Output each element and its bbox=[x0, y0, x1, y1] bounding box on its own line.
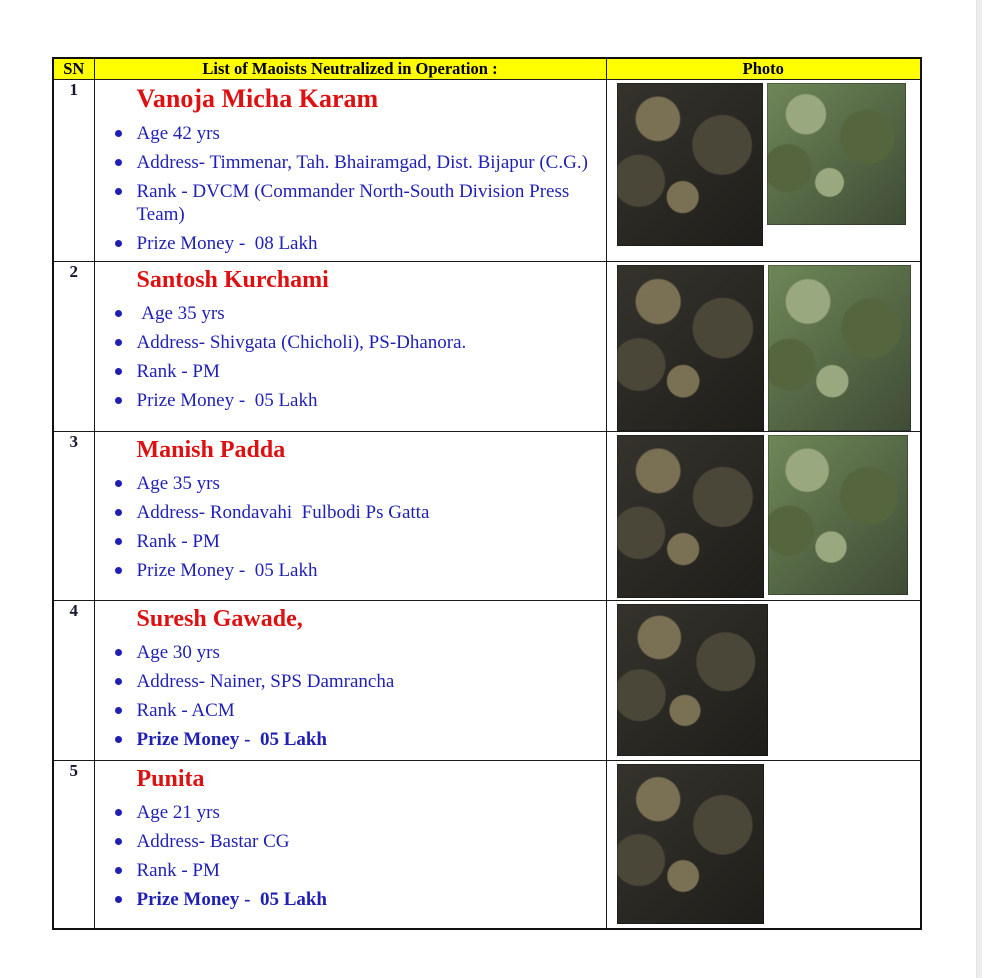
detail-item: Prize Money - 05 Lakh bbox=[95, 728, 606, 751]
detail-list bbox=[95, 302, 606, 412]
person-name: Santosh Kurchami bbox=[136, 267, 329, 293]
detail-item: Age 21 yrs bbox=[95, 801, 606, 824]
portrait-photo-placeholder bbox=[768, 435, 908, 595]
header-row bbox=[53, 58, 921, 80]
photo-strip bbox=[607, 761, 921, 924]
person-name: Suresh Gawade, bbox=[136, 606, 303, 632]
detail-item: Prize Money - 05 Lakh bbox=[95, 389, 606, 412]
row-sn-number: 5 bbox=[53, 761, 94, 929]
neutralized-list-table bbox=[52, 57, 922, 930]
photo-cell bbox=[606, 262, 921, 432]
detail-item: Prize Money - 08 Lakh bbox=[95, 232, 606, 255]
detail-item: Rank - ACM bbox=[95, 699, 606, 722]
table-row bbox=[53, 761, 921, 929]
person-details-cell bbox=[94, 432, 606, 601]
detail-item: Age 30 yrs bbox=[95, 641, 606, 664]
incident-photo-placeholder bbox=[617, 265, 764, 431]
person-details-cell bbox=[94, 601, 606, 761]
detail-item: Address- Bastar CG bbox=[95, 830, 606, 853]
detail-list bbox=[95, 801, 606, 911]
header-sn: SN bbox=[53, 58, 94, 80]
detail-item: Age 35 yrs bbox=[95, 302, 606, 325]
incident-photo-placeholder bbox=[617, 604, 768, 756]
photo-strip bbox=[607, 262, 921, 431]
header-photo: Photo bbox=[606, 58, 921, 80]
detail-item: Address- Timmenar, Tah. Bhairamgad, Dist. Bijapur (C.G.) bbox=[95, 151, 606, 174]
detail-item: Address- Nainer, SPS Damrancha bbox=[95, 670, 606, 693]
incident-photo-placeholder bbox=[617, 83, 763, 246]
portrait-photo-placeholder bbox=[768, 265, 911, 431]
row-sn-number: 1 bbox=[53, 80, 94, 262]
row-sn-number: 2 bbox=[53, 262, 94, 432]
person-details-cell bbox=[94, 761, 606, 929]
photo-strip bbox=[607, 80, 921, 246]
detail-item: Address- Rondavahi Fulbodi Ps Gatta bbox=[95, 501, 606, 524]
incident-photo-placeholder bbox=[617, 435, 764, 598]
detail-list bbox=[95, 472, 606, 582]
detail-item: Rank - PM bbox=[95, 859, 606, 882]
person-name: Vanoja Micha Karam bbox=[136, 84, 379, 113]
row-sn-number: 3 bbox=[53, 432, 94, 601]
detail-item: Address- Shivgata (Chicholi), PS-Dhanora. bbox=[95, 331, 606, 354]
photo-strip bbox=[607, 432, 921, 598]
table-row bbox=[53, 80, 921, 262]
detail-item: Age 35 yrs bbox=[95, 472, 606, 495]
photo-strip bbox=[607, 601, 921, 756]
person-name: Manish Padda bbox=[136, 437, 286, 463]
incident-photo-placeholder bbox=[617, 764, 764, 924]
person-details-cell bbox=[94, 262, 606, 432]
table-row bbox=[53, 432, 921, 601]
table-row bbox=[53, 262, 921, 432]
header-title: List of Maoists Neutralized in Operation : bbox=[94, 58, 606, 80]
row-sn-number: 4 bbox=[53, 601, 94, 761]
detail-item: Rank - DVCM (Commander North-South Division Press Team) bbox=[95, 180, 606, 226]
detail-list bbox=[95, 122, 606, 255]
detail-list bbox=[95, 641, 606, 751]
detail-item: Prize Money - 05 Lakh bbox=[95, 888, 606, 911]
photo-cell bbox=[606, 761, 921, 929]
table-row bbox=[53, 601, 921, 761]
photo-cell bbox=[606, 80, 921, 262]
photo-cell bbox=[606, 601, 921, 761]
detail-item: Age 42 yrs bbox=[95, 122, 606, 145]
page-edge-strip bbox=[976, 0, 982, 978]
person-name: Punita bbox=[136, 766, 205, 792]
detail-item: Rank - PM bbox=[95, 360, 606, 383]
detail-item: Prize Money - 05 Lakh bbox=[95, 559, 606, 582]
person-details-cell bbox=[94, 80, 606, 262]
detail-item: Rank - PM bbox=[95, 530, 606, 553]
portrait-photo-placeholder bbox=[767, 83, 906, 225]
photo-cell bbox=[606, 432, 921, 601]
